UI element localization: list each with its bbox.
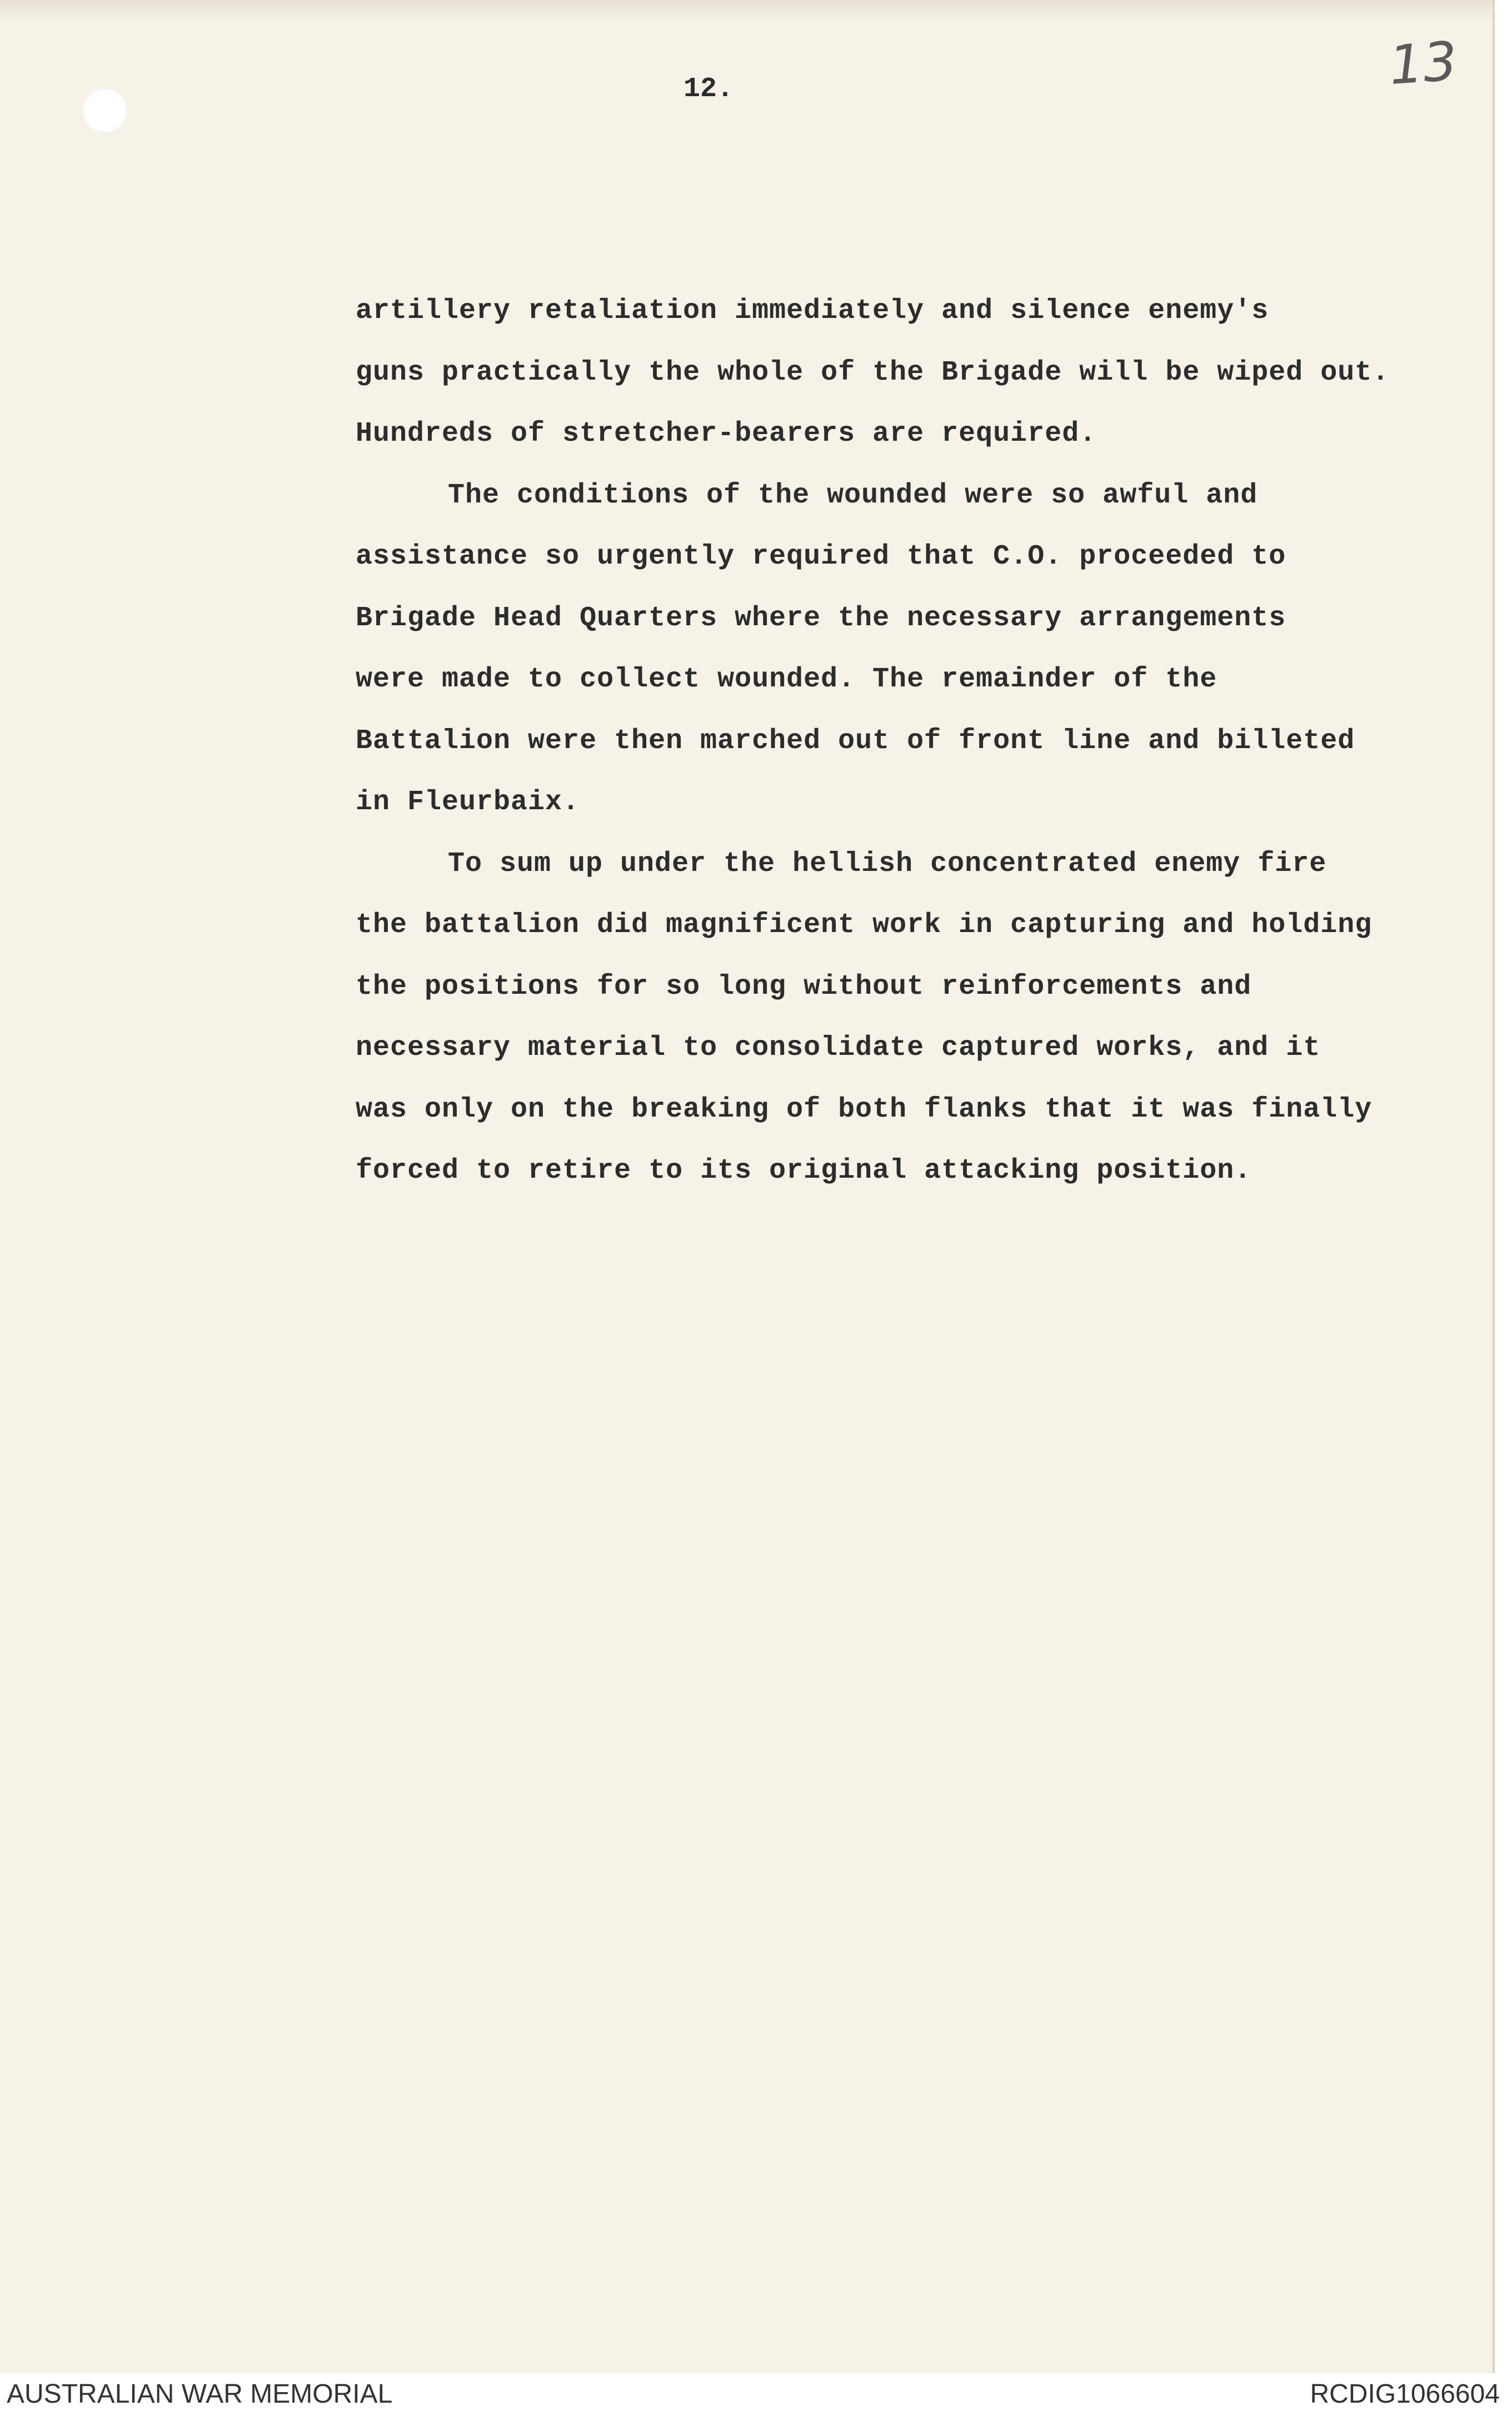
paper-top-edge (0, 0, 1493, 22)
text-line: assistance so urgently required that C.O. proceeded to (356, 541, 1286, 572)
text-line: artillery retaliation immediately and silence enemy's (356, 295, 1269, 327)
text-line: the battalion did magnificent work in capturing and holding (356, 909, 1373, 941)
text-line: forced to retire to its original attacking position. (356, 1155, 1252, 1187)
folio-number: 13 (1387, 29, 1459, 97)
text-line: was only on the breaking of both flanks that it was finally (356, 1093, 1373, 1125)
footer-bar (0, 2374, 1512, 2411)
text-line: were made to collect wounded. The remainder of the (356, 664, 1217, 695)
text-line: Battalion were then marched out of front line and billeted (356, 725, 1355, 757)
text-line: in Fleurbaix. (356, 786, 580, 818)
page-number: 12. (683, 73, 734, 105)
text-line: the positions for so long without reinforcements and (356, 970, 1252, 1003)
text-line: guns practically the whole of the Brigade will be wiped out. (356, 356, 1390, 388)
paragraph-start-line: To sum up under the hellish concentrated enemy fire (448, 848, 1327, 880)
paragraph-start-line: The conditions of the wounded were so awful and (448, 479, 1258, 511)
text-line: Brigade Head Quarters where the necessary arrangements (356, 602, 1286, 634)
typed-body-text (356, 281, 1473, 1202)
record-id: RCDIG1066604 (1310, 2379, 1500, 2409)
text-line: Hundreds of stretcher-bearers are required. (356, 418, 1097, 450)
text-line: necessary material to consolidate captured works, and it (356, 1032, 1321, 1064)
institution-label: AUSTRALIAN WAR MEMORIAL (7, 2379, 393, 2409)
punch-hole (82, 88, 128, 133)
